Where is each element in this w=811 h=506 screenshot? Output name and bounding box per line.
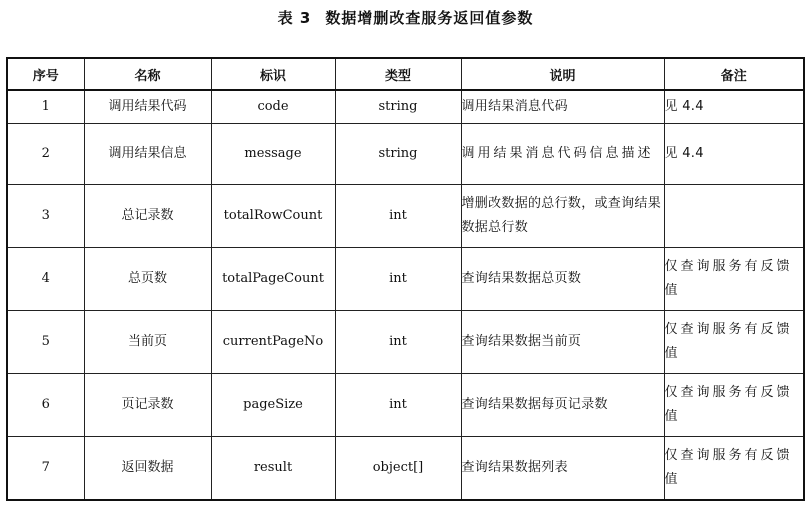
- cell-type: int: [335, 311, 461, 374]
- cell-type: string: [335, 90, 461, 124]
- cell-id: totalRowCount: [211, 185, 335, 248]
- cell-desc: 调用结果消息代码: [461, 90, 664, 124]
- cell-no: 4: [7, 248, 84, 311]
- table-row: [7, 124, 804, 185]
- cell-id: currentPageNo: [211, 311, 335, 374]
- header-id: 标识: [211, 58, 335, 90]
- cell-desc: 查询结果数据每页记录数: [461, 374, 664, 437]
- table-row: [7, 248, 804, 311]
- header-note: 备注: [664, 58, 804, 90]
- cell-note: 仅查询服务有反馈值: [664, 437, 804, 501]
- cell-note: 仅查询服务有反馈值: [664, 311, 804, 374]
- cell-no: 7: [7, 437, 84, 501]
- cell-note: 仅查询服务有反馈值: [664, 374, 804, 437]
- cell-id: pageSize: [211, 374, 335, 437]
- cell-desc: 查询结果数据列表: [461, 437, 664, 501]
- cell-name: 当前页: [84, 311, 211, 374]
- cell-type: int: [335, 374, 461, 437]
- table-caption: [0, 6, 811, 30]
- table-row: [7, 311, 804, 374]
- cell-id: code: [211, 90, 335, 124]
- table-number: 表 3: [277, 9, 312, 27]
- cell-no: 3: [7, 185, 84, 248]
- cell-no: 1: [7, 90, 84, 124]
- header-no: 序号: [7, 58, 84, 90]
- cell-name: 总记录数: [84, 185, 211, 248]
- cell-type: string: [335, 124, 461, 185]
- cell-id: message: [211, 124, 335, 185]
- cell-desc: 查询结果数据总页数: [461, 248, 664, 311]
- header-desc: 说明: [461, 58, 664, 90]
- return-params-table: [6, 57, 805, 501]
- header-name: 名称: [84, 58, 211, 90]
- cell-note: 见 4.4: [664, 124, 804, 185]
- table-title: 数据增删改查服务返回值参数: [325, 9, 534, 27]
- table-row: [7, 437, 804, 501]
- cell-no: 6: [7, 374, 84, 437]
- cell-name: 调用结果信息: [84, 124, 211, 185]
- cell-note: 见 4.4: [664, 90, 804, 124]
- table-row: [7, 185, 804, 248]
- cell-note: 仅查询服务有反馈值: [664, 248, 804, 311]
- cell-name: 页记录数: [84, 374, 211, 437]
- cell-no: 2: [7, 124, 84, 185]
- cell-desc: 调用结果消息代码信息描述: [461, 124, 664, 185]
- cell-desc: 查询结果数据当前页: [461, 311, 664, 374]
- table-row: [7, 374, 804, 437]
- cell-name: 调用结果代码: [84, 90, 211, 124]
- cell-name: 返回数据: [84, 437, 211, 501]
- header-row: [7, 58, 804, 90]
- table-row: [7, 90, 804, 124]
- cell-name: 总页数: [84, 248, 211, 311]
- cell-id: result: [211, 437, 335, 501]
- cell-desc: 增删改数据的总行数，或查询结果数据总行数: [461, 185, 664, 248]
- cell-note: [664, 185, 804, 248]
- header-type: 类型: [335, 58, 461, 90]
- cell-id: totalPageCount: [211, 248, 335, 311]
- cell-type: int: [335, 185, 461, 248]
- cell-no: 5: [7, 311, 84, 374]
- cell-type: object[]: [335, 437, 461, 501]
- cell-type: int: [335, 248, 461, 311]
